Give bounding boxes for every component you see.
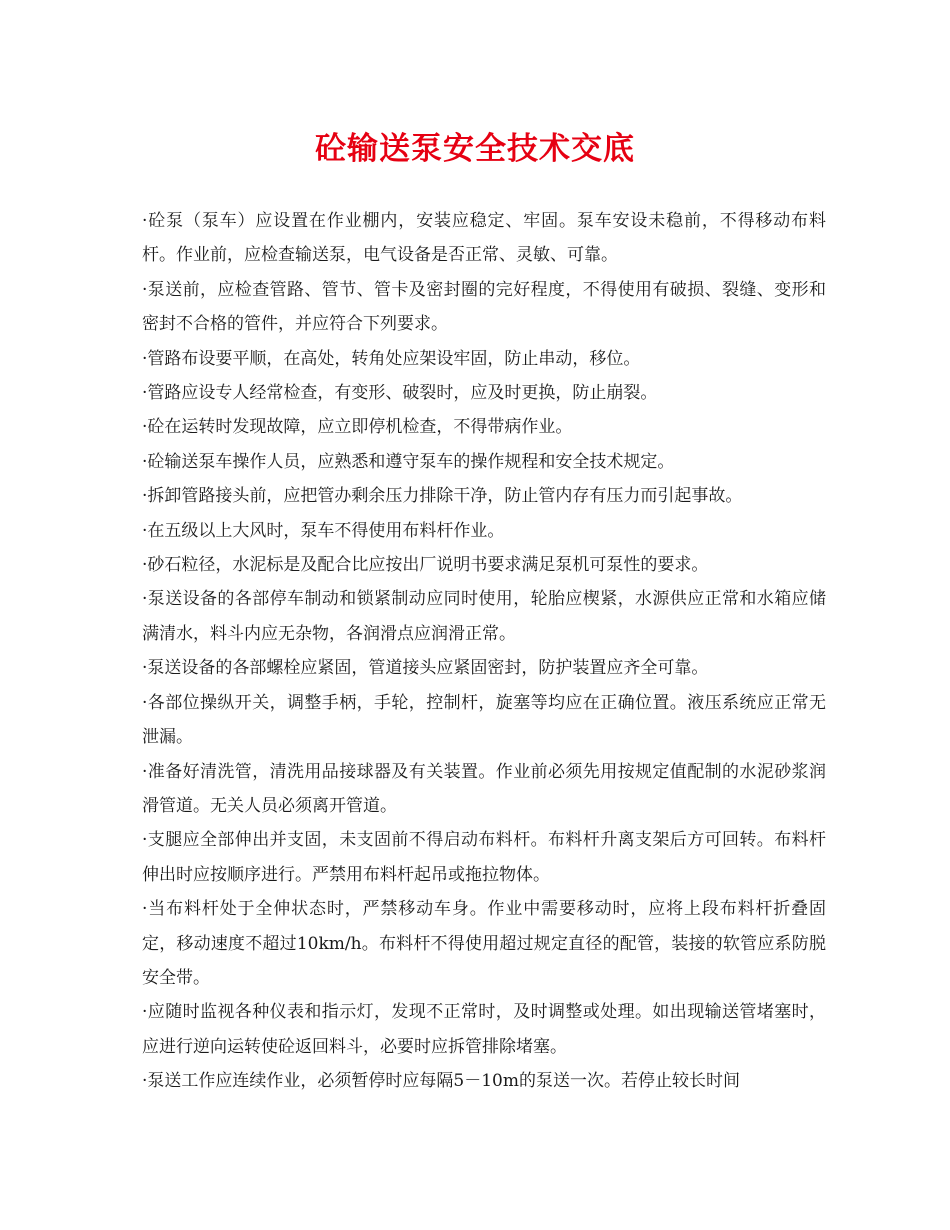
paragraph-14: ·支腿应全部伸出并支固，未支固前不得启动布料杆。布料杆升离支架后方可回转。布料杆伸出时应按顺序进行。严禁用布料杆起吊或拖拉物体。 <box>142 830 826 885</box>
document-title: 砼输送泵安全技术交底 <box>315 131 635 167</box>
paragraph-8: ·在五级以上大风时，泵车不得使用布料杆作业。 <box>142 520 505 541</box>
paragraph-12: ·各部位操纵开关，调整手柄，手轮，控制杆，旋塞等均应在正确位置。液压系统应正常无泄漏。 <box>142 692 826 748</box>
paragraph-4: ·管路应设专人经常检查，有变形、破裂时，应及时更换，防止崩裂。 <box>142 383 658 404</box>
paragraph-7: ·拆卸管路接头前，应把管办剩余压力排除干净，防止管内存有压力而引起事故。 <box>142 486 743 507</box>
paragraph-3: ·管路布设要平顺，在高处，转角处应架设牢固，防止串动，移位。 <box>142 348 641 369</box>
paragraph-6: ·砼输送泵车操作人员，应熟悉和遵守泵车的操作规程和安全技术规定。 <box>142 451 675 472</box>
paragraph-11: ·泵送设备的各部螺栓应紧固，管道接头应紧固密封，防护装置应齐全可靠。 <box>142 658 709 679</box>
paragraph-2: ·泵送前，应检查管路、管节、管卡及密封圈的完好程度，不得使用有破损、裂缝、变形和密封不合格的管件，并应符合下列要求。 <box>142 279 826 335</box>
paragraph-16: ·应随时监视各种仪表和指示灯，发现不正常时，及时调整或处理。如出现输送管堵塞时，应进行逆向运转使砼返回料斗，必要时应拆管排除堵塞。 <box>142 1002 826 1057</box>
paragraph-9: ·砂石粒径，水泥标是及配合比应按出厂说明书要求满足泵机可泵性的要求。 <box>142 555 709 576</box>
paragraph-5: ·砼在运转时发现故障，应立即停机检查，不得带病作业。 <box>142 417 573 438</box>
paragraph-1: ·砼泵（泵车）应设置在作业棚内，安装应稳定、牢固。泵车安设未稳前，不得移动布料杆。作业前，应检查输送泵，电气设备是否正常、灵敏、可靠。 <box>142 211 826 266</box>
paragraph-10: ·泵送设备的各部停车制动和锁紧制动应同时使用，轮胎应楔紧，水源供应正常和水箱应储满清水，料斗内应无杂物，各润滑点应润滑正常。 <box>142 589 826 644</box>
paragraph-17: ·泵送工作应连续作业，必须暂停时应每隔5－10m的泵送一次。若停止较长时间 <box>142 1071 740 1092</box>
paragraph-15: ·当布料杆处于全伸状态时，严禁移动车身。作业中需要移动时，应将上段布料杆折叠固定，移动速度不超过10km/h。布料杆不得使用超过规定直径的配管，装接的软管应系防脱安全带。 <box>142 899 826 988</box>
document-body <box>142 204 826 1099</box>
paragraph-13: ·准备好清洗管，清洗用品接球器及有关装置。作业前必须先用按规定值配制的水泥砂浆润滑管道。无关人员必须离开管道。 <box>142 761 826 816</box>
